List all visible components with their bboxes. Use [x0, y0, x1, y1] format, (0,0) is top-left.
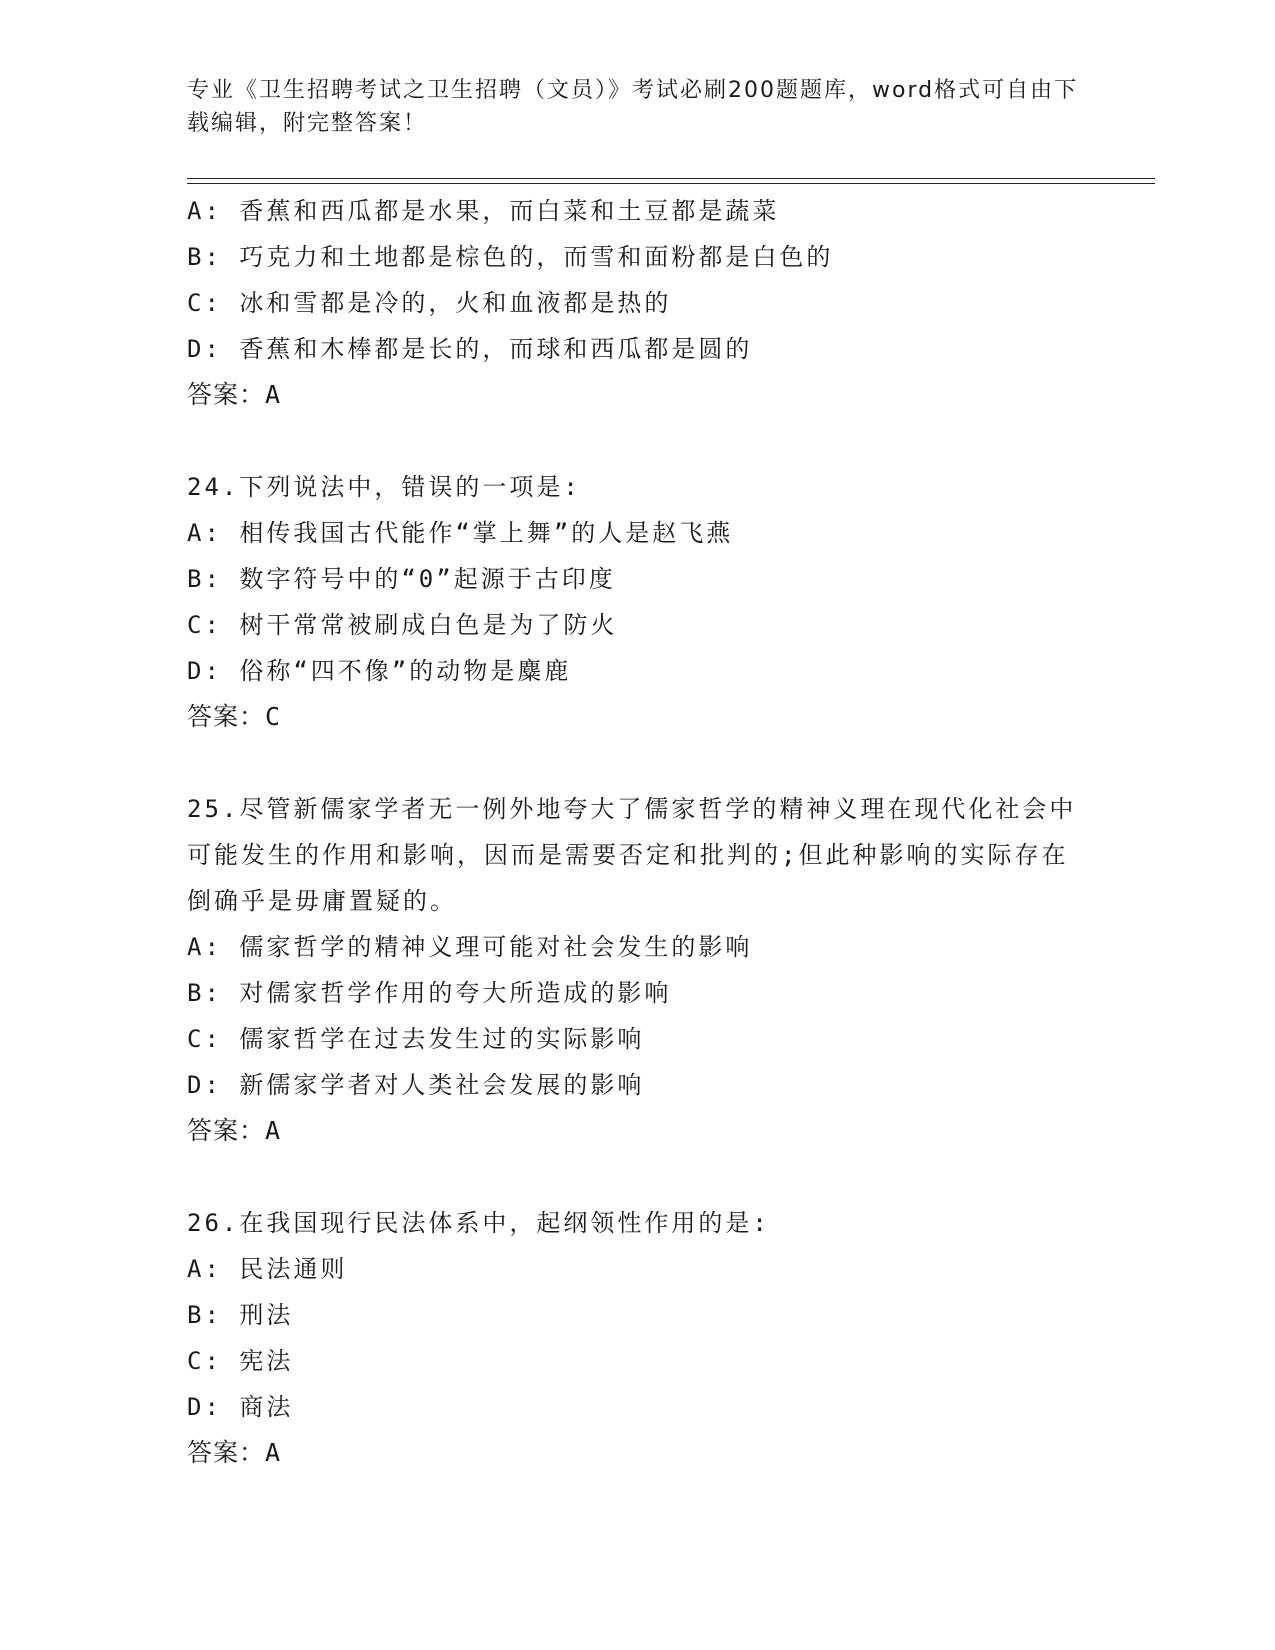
option-b: B: 刑法 — [187, 1301, 294, 1329]
question-block-26 — [187, 1200, 1087, 1476]
option-a: A: 儒家哲学的精神义理可能对社会发生的影响 — [187, 933, 753, 961]
question-stem: 25.尽管新儒家学者无一例外地夸大了儒家哲学的精神义理在现代化社会中可能发生的作用和影响，因而是需要否定和批判的;但此种影响的实际存在倒确乎是毋庸置疑的。 — [187, 795, 1077, 915]
option-b: B: 对儒家哲学作用的夸大所造成的影响 — [187, 979, 672, 1007]
header-divider-bottom — [187, 183, 1155, 184]
option-d: D: 新儒家学者对人类社会发展的影响 — [187, 1071, 645, 1099]
option-c: C: 树干常常被刷成白色是为了防火 — [187, 611, 618, 639]
option-c: C: 儒家哲学在过去发生过的实际影响 — [187, 1025, 645, 1053]
option-c: C: 冰和雪都是冷的，火和血液都是热的 — [187, 289, 672, 317]
option-d: D: 香蕉和木棒都是长的，而球和西瓜都是圆的 — [187, 335, 753, 363]
answer-line — [187, 694, 1087, 740]
option-a: A: 民法通则 — [187, 1255, 348, 1283]
answer-label: 答案： — [187, 1438, 266, 1467]
answer-line — [187, 1430, 1087, 1476]
option-d: D: 俗称“四不像”的动物是麋鹿 — [187, 657, 572, 685]
answer-value: A — [265, 1438, 282, 1467]
header-divider-top — [187, 178, 1155, 179]
document-header: 专业《卫生招聘考试之卫生招聘（文员）》考试必刷200题题库，word格式可自由下载编辑，附完整答案！ — [187, 78, 1079, 136]
option-b: B: 巧克力和土地都是棕色的，而雪和面粉都是白色的 — [187, 243, 834, 271]
option-d: D: 商法 — [187, 1393, 294, 1421]
question-stem: 24.下列说法中，错误的一项是: — [187, 473, 581, 501]
answer-line — [187, 1108, 1087, 1154]
question-block-24 — [187, 464, 1087, 740]
answer-label: 答案： — [187, 380, 266, 409]
answer-value: A — [265, 380, 282, 409]
option-c: C: 宪法 — [187, 1347, 294, 1375]
answer-label: 答案： — [187, 1116, 266, 1145]
question-block-25 — [187, 786, 1087, 1154]
answer-value: C — [265, 702, 282, 731]
option-a: A: 相传我国古代能作“掌上舞”的人是赵飞燕 — [187, 519, 734, 547]
question-stem: 26.在我国现行民法体系中，起纲领性作用的是: — [187, 1209, 770, 1237]
answer-label: 答案： — [187, 702, 266, 731]
question-block-prev — [187, 188, 1087, 418]
option-a: A: 香蕉和西瓜都是水果，而白菜和土豆都是蔬菜 — [187, 197, 780, 225]
option-b: B: 数字符号中的“0”起源于古印度 — [187, 565, 616, 593]
answer-line — [187, 372, 1087, 418]
question-list — [187, 188, 1087, 1476]
answer-value: A — [265, 1116, 282, 1145]
